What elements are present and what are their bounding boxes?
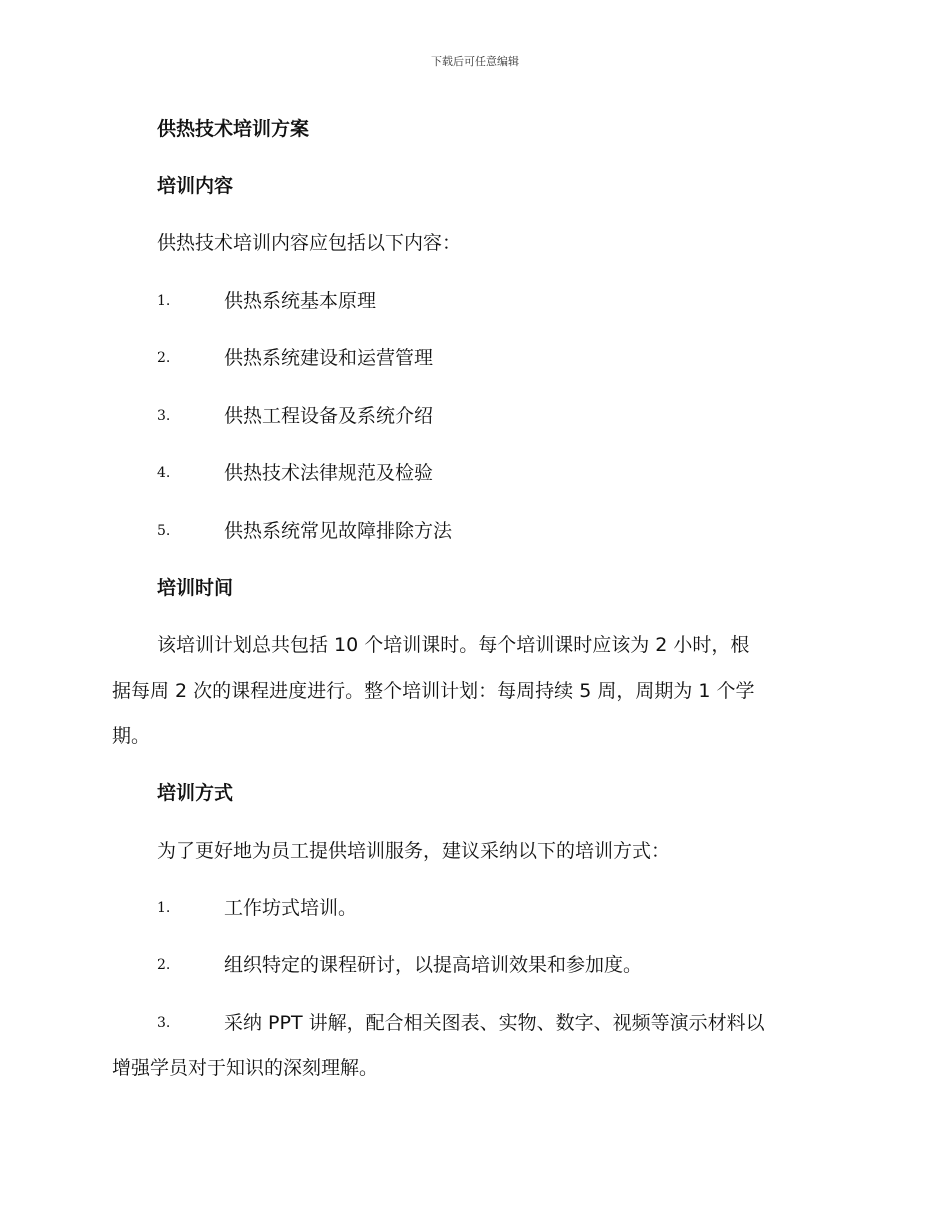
page-header: 下载后可任意编辑 — [431, 55, 519, 68]
time-paragraph-line-1: 该培训计划总共包括 10 个培训课时。每个培训课时应该为 2 小时，根 — [157, 634, 750, 656]
method-item-3-continuation: 增强学员对于知识的深刻理解。 — [112, 1057, 379, 1079]
list-item-number: 4. — [157, 465, 171, 481]
section-heading-time: 培训时间 — [157, 577, 234, 599]
list-item-number: 2. — [157, 350, 171, 366]
method-intro: 为了更好地为员工提供培训服务，建议采纳以下的培训方式： — [157, 840, 671, 862]
section-heading-content: 培训内容 — [157, 175, 234, 197]
time-paragraph-line-2: 据每周 2 次的课程进度进行。整个培训计划：每周持续 5 周，周期为 1 个学 — [112, 680, 755, 702]
list-item-number: 1. — [157, 900, 171, 916]
list-item: 供热技术法律规范及检验 — [224, 462, 434, 484]
list-item-number: 5. — [157, 523, 171, 539]
list-item: 组织特定的课程研讨，以提高培训效果和参加度。 — [224, 954, 643, 976]
list-item: 供热系统建设和运营管理 — [224, 347, 434, 369]
list-item-number: 1. — [157, 293, 171, 309]
document-title: 供热技术培训方案 — [157, 118, 310, 140]
list-item-number: 3. — [157, 408, 171, 424]
list-item: 供热系统常见故障排除方法 — [224, 520, 453, 542]
list-item: 供热工程设备及系统介绍 — [224, 405, 434, 427]
list-item: 采纳 PPT 讲解，配合相关图表、实物、数字、视频等演示材料以 — [224, 1012, 765, 1034]
list-item-number: 3. — [157, 1015, 171, 1031]
list-item: 工作坊式培训。 — [224, 897, 358, 919]
list-item-number: 2. — [157, 957, 171, 973]
section-heading-method: 培训方式 — [157, 782, 234, 804]
list-item: 供热系统基本原理 — [224, 290, 377, 312]
content-intro: 供热技术培训内容应包括以下内容： — [157, 232, 462, 254]
time-paragraph-line-3: 期。 — [112, 725, 151, 747]
